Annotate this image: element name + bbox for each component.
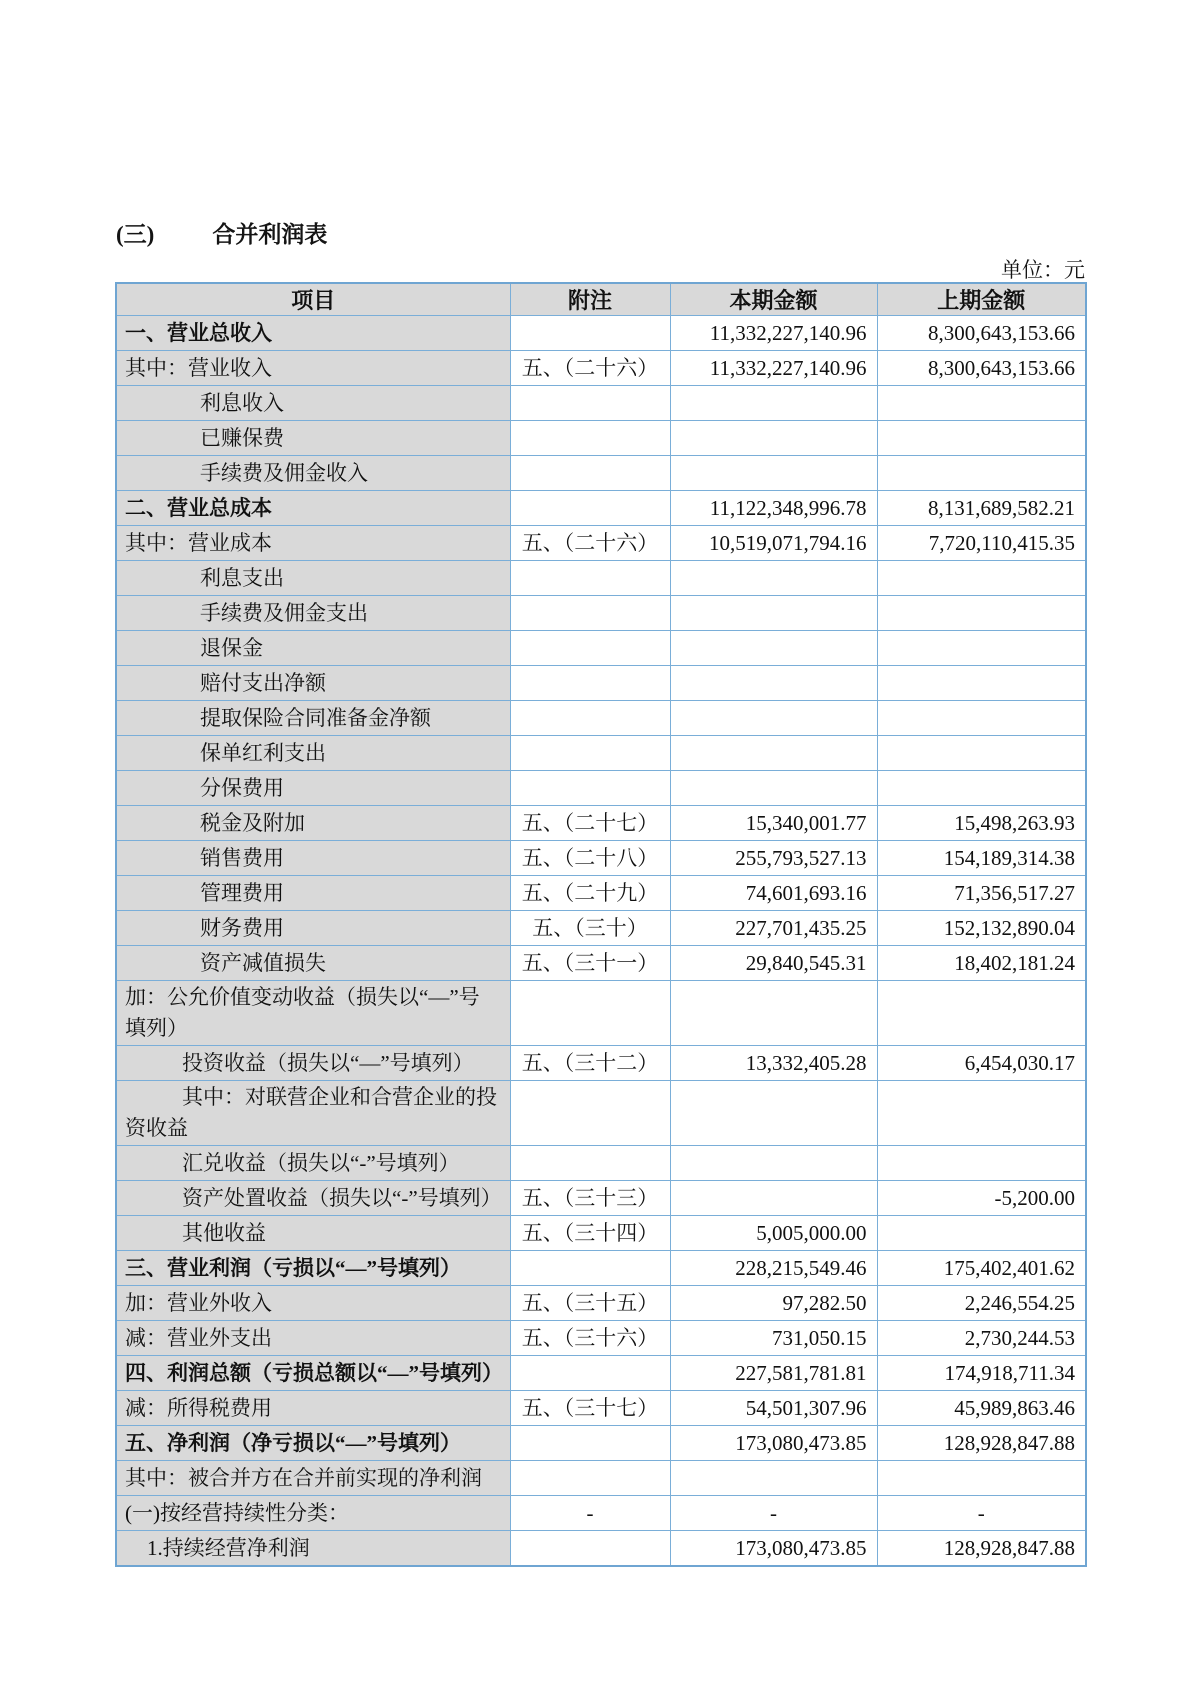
header-prior: 上期金额 (877, 283, 1086, 316)
current-amount-cell (670, 771, 877, 806)
unit-label: 单位：元 (1001, 258, 1085, 282)
current-amount-cell (670, 456, 877, 491)
prior-amount-cell: 2,246,554.25 (877, 1286, 1086, 1321)
item-cell: 其他收益 (116, 1216, 510, 1251)
note-cell (510, 491, 670, 526)
current-amount-cell (670, 1181, 877, 1216)
table-row (116, 421, 1086, 456)
table-row (116, 1531, 1086, 1567)
prior-amount-cell (877, 561, 1086, 596)
item-cell: 资产减值损失 (116, 946, 510, 981)
current-amount-cell (670, 1081, 877, 1146)
table-row (116, 771, 1086, 806)
item-cell: 已赚保费 (116, 421, 510, 456)
table-row (116, 351, 1086, 386)
note-cell: 五、（二十六） (510, 526, 670, 561)
item-cell: 其中：营业成本 (116, 526, 510, 561)
table-row (116, 526, 1086, 561)
prior-amount-cell: 15,498,263.93 (877, 806, 1086, 841)
item-cell: 赔付支出净额 (116, 666, 510, 701)
item-cell: 资产处置收益（损失以“-”号填列） (116, 1181, 510, 1216)
prior-amount-cell (877, 981, 1086, 1046)
header-row (116, 283, 1086, 316)
current-amount-cell: 13,332,405.28 (670, 1046, 877, 1081)
prior-amount-cell: 154,189,314.38 (877, 841, 1086, 876)
item-cell: 1.持续经营净利润 (116, 1531, 510, 1567)
current-amount-cell: 10,519,071,794.16 (670, 526, 877, 561)
table-row (116, 1146, 1086, 1181)
item-cell: 减：营业外支出 (116, 1321, 510, 1356)
current-amount-cell: 74,601,693.16 (670, 876, 877, 911)
item-cell: 投资收益（损失以“—”号填列） (116, 1046, 510, 1081)
current-amount-cell (670, 701, 877, 736)
note-cell: 五、（二十七） (510, 806, 670, 841)
note-cell: 五、（二十九） (510, 876, 670, 911)
current-amount-cell (670, 1146, 877, 1181)
note-cell: 五、（三十一） (510, 946, 670, 981)
item-cell: 加：营业外收入 (116, 1286, 510, 1321)
table-row (116, 561, 1086, 596)
item-cell: 五、净利润（净亏损以“—”号填列） (116, 1426, 510, 1461)
table-row (116, 1081, 1086, 1146)
current-amount-cell: 11,122,348,996.78 (670, 491, 877, 526)
prior-amount-cell: 7,720,110,415.35 (877, 526, 1086, 561)
table-row (116, 946, 1086, 981)
item-cell: 其中：营业收入 (116, 351, 510, 386)
item-cell: 加：公允价值变动收益（损失以“—”号填列） (116, 981, 510, 1046)
current-amount-cell (670, 421, 877, 456)
item-cell: 税金及附加 (116, 806, 510, 841)
note-cell (510, 1146, 670, 1181)
prior-amount-cell: 128,928,847.88 (877, 1426, 1086, 1461)
note-cell (510, 631, 670, 666)
note-cell (510, 561, 670, 596)
note-cell: 五、（二十八） (510, 841, 670, 876)
item-cell: 手续费及佣金收入 (116, 456, 510, 491)
note-cell: 五、（三十三） (510, 1181, 670, 1216)
item-cell: 管理费用 (116, 876, 510, 911)
table-row (116, 666, 1086, 701)
current-amount-cell: 97,282.50 (670, 1286, 877, 1321)
item-cell: 减：所得税费用 (116, 1391, 510, 1426)
item-cell: 二、营业总成本 (116, 491, 510, 526)
table-row (116, 1321, 1086, 1356)
item-cell: 财务费用 (116, 911, 510, 946)
table-body (116, 316, 1086, 1567)
table-row (116, 911, 1086, 946)
prior-amount-cell: 174,918,711.34 (877, 1356, 1086, 1391)
prior-amount-cell: -5,200.00 (877, 1181, 1086, 1216)
note-cell (510, 1081, 670, 1146)
table-row (116, 1216, 1086, 1251)
table-row (116, 1286, 1086, 1321)
prior-amount-cell (877, 456, 1086, 491)
prior-amount-cell: 71,356,517.27 (877, 876, 1086, 911)
prior-amount-cell: 8,300,643,153.66 (877, 316, 1086, 351)
item-cell: 四、利润总额（亏损总额以“—”号填列） (116, 1356, 510, 1391)
current-amount-cell: 15,340,001.77 (670, 806, 877, 841)
prior-amount-cell: 128,928,847.88 (877, 1531, 1086, 1567)
table-row (116, 596, 1086, 631)
table-row (116, 981, 1086, 1046)
note-cell (510, 666, 670, 701)
prior-amount-cell (877, 666, 1086, 701)
note-cell (510, 1356, 670, 1391)
prior-amount-cell (877, 596, 1086, 631)
table-row (116, 386, 1086, 421)
income-statement-table (115, 282, 1087, 1567)
header-current: 本期金额 (670, 283, 877, 316)
table-row (116, 876, 1086, 911)
prior-amount-cell (877, 701, 1086, 736)
table-row (116, 701, 1086, 736)
table-row (116, 456, 1086, 491)
note-cell: 五、（三十七） (510, 1391, 670, 1426)
current-amount-cell (670, 666, 877, 701)
current-amount-cell (670, 981, 877, 1046)
note-cell: 五、（三十二） (510, 1046, 670, 1081)
prior-amount-cell (877, 1146, 1086, 1181)
prior-amount-cell (877, 1081, 1086, 1146)
current-amount-cell: 228,215,549.46 (670, 1251, 877, 1286)
section-number: (三) (116, 222, 155, 247)
prior-amount-cell: 152,132,890.04 (877, 911, 1086, 946)
current-amount-cell: 173,080,473.85 (670, 1426, 877, 1461)
item-cell: 退保金 (116, 631, 510, 666)
note-cell (510, 1531, 670, 1567)
prior-amount-cell: 8,131,689,582.21 (877, 491, 1086, 526)
current-amount-cell: 255,793,527.13 (670, 841, 877, 876)
note-cell (510, 1461, 670, 1496)
prior-amount-cell: 45,989,863.46 (877, 1391, 1086, 1426)
item-cell: 利息支出 (116, 561, 510, 596)
current-amount-cell: 11,332,227,140.96 (670, 316, 877, 351)
prior-amount-cell (877, 771, 1086, 806)
item-cell: 手续费及佣金支出 (116, 596, 510, 631)
note-cell: 五、（三十六） (510, 1321, 670, 1356)
note-cell (510, 386, 670, 421)
note-cell: - (510, 1496, 670, 1531)
current-amount-cell (670, 386, 877, 421)
section-title (116, 216, 327, 249)
current-amount-cell: 227,581,781.81 (670, 1356, 877, 1391)
table-row (116, 806, 1086, 841)
table-row (116, 736, 1086, 771)
current-amount-cell: - (670, 1496, 877, 1531)
prior-amount-cell (877, 631, 1086, 666)
current-amount-cell (670, 631, 877, 666)
table-row (116, 1391, 1086, 1426)
item-cell: 一、营业总收入 (116, 316, 510, 351)
note-cell (510, 456, 670, 491)
prior-amount-cell: 8,300,643,153.66 (877, 351, 1086, 386)
prior-amount-cell (877, 736, 1086, 771)
note-cell (510, 701, 670, 736)
item-cell: 利息收入 (116, 386, 510, 421)
header-note: 附注 (510, 283, 670, 316)
note-cell: 五、（三十五） (510, 1286, 670, 1321)
table-row (116, 316, 1086, 351)
item-cell: (一)按经营持续性分类： (116, 1496, 510, 1531)
note-cell (510, 596, 670, 631)
table-row (116, 491, 1086, 526)
current-amount-cell: 227,701,435.25 (670, 911, 877, 946)
current-amount-cell: 173,080,473.85 (670, 1531, 877, 1567)
current-amount-cell: 11,332,227,140.96 (670, 351, 877, 386)
current-amount-cell (670, 596, 877, 631)
prior-amount-cell (877, 1461, 1086, 1496)
table-row (116, 841, 1086, 876)
table-row (116, 1251, 1086, 1286)
prior-amount-cell: 18,402,181.24 (877, 946, 1086, 981)
note-cell: 五、（三十四） (510, 1216, 670, 1251)
note-cell (510, 736, 670, 771)
note-cell (510, 981, 670, 1046)
table-row (116, 631, 1086, 666)
prior-amount-cell: 2,730,244.53 (877, 1321, 1086, 1356)
note-cell (510, 1251, 670, 1286)
note-cell (510, 771, 670, 806)
current-amount-cell: 5,005,000.00 (670, 1216, 877, 1251)
current-amount-cell (670, 736, 877, 771)
note-cell: 五、（二十六） (510, 351, 670, 386)
note-cell (510, 421, 670, 456)
prior-amount-cell (877, 421, 1086, 456)
table-row (116, 1046, 1086, 1081)
prior-amount-cell: 175,402,401.62 (877, 1251, 1086, 1286)
table-row (116, 1356, 1086, 1391)
item-cell: 其中：被合并方在合并前实现的净利润 (116, 1461, 510, 1496)
current-amount-cell (670, 1461, 877, 1496)
page-title: 合并利润表 (212, 222, 328, 247)
note-cell: 五、（三十） (510, 911, 670, 946)
item-cell: 保单红利支出 (116, 736, 510, 771)
table-row (116, 1496, 1086, 1531)
current-amount-cell: 54,501,307.96 (670, 1391, 877, 1426)
header-item: 项目 (116, 283, 510, 316)
table-row (116, 1461, 1086, 1496)
item-cell: 其中：对联营企业和合营企业的投资收益 (116, 1081, 510, 1146)
current-amount-cell: 29,840,545.31 (670, 946, 877, 981)
prior-amount-cell: - (877, 1496, 1086, 1531)
note-cell (510, 1426, 670, 1461)
item-cell: 提取保险合同准备金净额 (116, 701, 510, 736)
table-row (116, 1426, 1086, 1461)
item-cell: 销售费用 (116, 841, 510, 876)
item-cell: 汇兑收益（损失以“-”号填列） (116, 1146, 510, 1181)
table-row (116, 1181, 1086, 1216)
item-cell: 分保费用 (116, 771, 510, 806)
note-cell (510, 316, 670, 351)
table-header (116, 283, 1086, 316)
prior-amount-cell (877, 386, 1086, 421)
item-cell: 三、营业利润（亏损以“—”号填列） (116, 1251, 510, 1286)
current-amount-cell: 731,050.15 (670, 1321, 877, 1356)
prior-amount-cell: 6,454,030.17 (877, 1046, 1086, 1081)
prior-amount-cell (877, 1216, 1086, 1251)
current-amount-cell (670, 561, 877, 596)
